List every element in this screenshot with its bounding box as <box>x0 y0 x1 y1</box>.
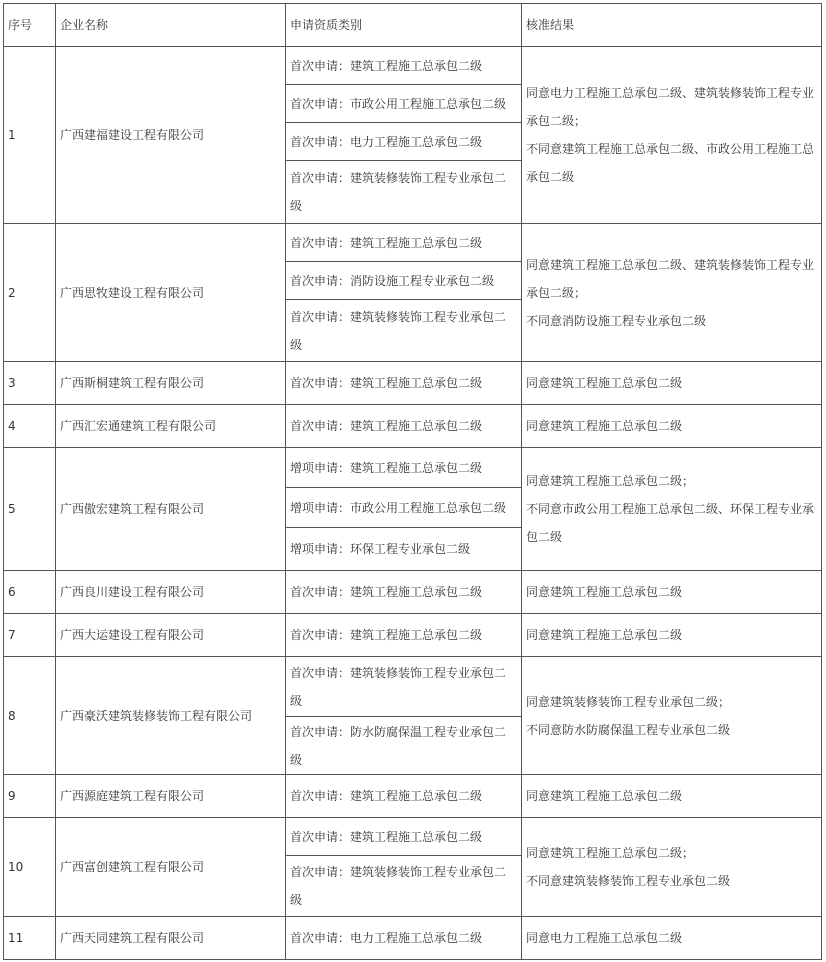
approval-table <box>3 3 822 960</box>
application-item: 首次申请：建筑装修装饰工程专业承包二级 <box>290 865 507 907</box>
cell-no: 11 <box>4 917 56 960</box>
cell-no: 9 <box>4 775 56 818</box>
table-body <box>4 47 822 960</box>
header-row <box>4 4 822 47</box>
result-line: 不同意防水防腐保温工程专业承包二级 <box>526 722 731 737</box>
result-line: 同意建筑工程施工总承包二级 <box>526 789 683 803</box>
application-item: 首次申请：市政公用工程施工总承包二级 <box>286 85 521 123</box>
cell-no: 3 <box>4 362 56 405</box>
table-row <box>4 571 822 614</box>
cell-no: 7 <box>4 614 56 657</box>
approval-table-container <box>3 3 821 960</box>
cell-company: 广西大运建设工程有限公司 <box>56 614 286 657</box>
result-line: 不同意建筑工程施工总承包二级、市政公用工程施工总承包二级 <box>526 142 815 184</box>
cell-application: 首次申请：电力工程施工总承包二级 <box>286 917 522 960</box>
result-line: 同意建筑工程施工总承包二级、建筑装修装饰工程专业承包二级； <box>526 257 815 300</box>
cell-application <box>286 47 522 224</box>
cell-no: 2 <box>4 224 56 362</box>
application-item: 首次申请：建筑装修装饰工程专业承包二级 <box>286 657 521 717</box>
result-line: 不同意建筑装修装饰工程专业承包二级 <box>526 874 731 888</box>
result-line: 同意建筑装修装饰工程专业承包二级； <box>526 694 731 709</box>
table-row <box>4 405 822 448</box>
header-no: 序号 <box>4 4 56 47</box>
result-line: 同意建筑工程施工总承包二级 <box>526 419 683 433</box>
cell-company: 广西汇宏通建筑工程有限公司 <box>56 405 286 448</box>
cell-result <box>522 818 822 917</box>
cell-result <box>522 657 822 775</box>
cell-no: 1 <box>4 47 56 224</box>
table-row <box>4 614 822 657</box>
cell-result <box>522 362 822 405</box>
cell-application: 首次申请：建筑工程施工总承包二级 <box>286 362 522 405</box>
result-line: 同意建筑工程施工总承包二级； <box>526 846 695 860</box>
cell-company: 广西傲宏建筑工程有限公司 <box>56 448 286 571</box>
application-item: 首次申请：防水防腐保温工程专业承包二级 <box>290 724 507 767</box>
cell-result <box>522 917 822 960</box>
header-application: 申请资质类别 <box>286 4 522 47</box>
application-item: 首次申请：电力工程施工总承包二级 <box>286 123 521 161</box>
cell-company: 广西思牧建设工程有限公司 <box>56 224 286 362</box>
application-item: 首次申请：建筑装修装饰工程专业承包二级 <box>290 171 507 213</box>
cell-company: 广西良川建设工程有限公司 <box>56 571 286 614</box>
header-result: 核准结果 <box>522 4 822 47</box>
cell-company: 广西豪沃建筑装修装饰工程有限公司 <box>56 657 286 775</box>
table-row <box>4 657 822 775</box>
cell-company: 广西天同建筑工程有限公司 <box>56 917 286 960</box>
cell-application: 首次申请：建筑工程施工总承包二级 <box>286 775 522 818</box>
result-line: 同意电力工程施工总承包二级、建筑装修装饰工程专业承包二级； <box>526 86 815 128</box>
application-item: 首次申请：建筑工程施工总承包二级 <box>286 224 521 262</box>
application-item: 增项申请：建筑工程施工总承包二级 <box>286 448 521 488</box>
result-line: 同意建筑工程施工总承包二级 <box>526 376 683 390</box>
result-line: 同意建筑工程施工总承包二级 <box>526 585 683 599</box>
cell-no: 6 <box>4 571 56 614</box>
table-row <box>4 47 822 224</box>
cell-company: 广西建福建设工程有限公司 <box>56 47 286 224</box>
cell-no: 8 <box>4 657 56 775</box>
result-line: 同意电力工程施工总承包二级 <box>526 931 683 945</box>
cell-company: 广西富创建筑工程有限公司 <box>56 818 286 917</box>
result-line: 不同意消防设施工程专业承包二级 <box>526 313 707 328</box>
cell-result <box>522 571 822 614</box>
table-row <box>4 775 822 818</box>
cell-result <box>522 448 822 571</box>
table-row <box>4 448 822 571</box>
cell-application <box>286 818 522 917</box>
cell-company: 广西斯桐建筑工程有限公司 <box>56 362 286 405</box>
cell-application: 首次申请：建筑工程施工总承包二级 <box>286 571 522 614</box>
cell-application <box>286 657 522 775</box>
header-company: 企业名称 <box>56 4 286 47</box>
result-line: 不同意市政公用工程施工总承包二级、环保工程专业承包二级 <box>526 502 815 544</box>
application-item: 首次申请：建筑装修装饰工程专业承包二级 <box>290 309 507 352</box>
cell-no: 5 <box>4 448 56 571</box>
application-item: 首次申请：建筑工程施工总承包二级 <box>286 818 521 856</box>
cell-result <box>522 224 822 362</box>
table-row <box>4 224 822 362</box>
cell-no: 10 <box>4 818 56 917</box>
result-line: 同意建筑工程施工总承包二级 <box>526 628 683 642</box>
application-item: 首次申请：建筑工程施工总承包二级 <box>286 47 521 85</box>
cell-result <box>522 405 822 448</box>
result-line: 同意建筑工程施工总承包二级； <box>526 474 695 488</box>
application-item: 增项申请：市政公用工程施工总承包二级 <box>286 488 521 528</box>
table-row <box>4 818 822 917</box>
application-item: 增项申请：环保工程专业承包二级 <box>290 542 471 556</box>
table-row <box>4 917 822 960</box>
table-row <box>4 362 822 405</box>
application-item: 首次申请：消防设施工程专业承包二级 <box>286 262 521 300</box>
cell-result <box>522 614 822 657</box>
cell-result <box>522 47 822 224</box>
cell-result <box>522 775 822 818</box>
cell-no: 4 <box>4 405 56 448</box>
cell-application: 首次申请：建筑工程施工总承包二级 <box>286 405 522 448</box>
cell-company: 广西源庭建筑工程有限公司 <box>56 775 286 818</box>
cell-application: 首次申请：建筑工程施工总承包二级 <box>286 614 522 657</box>
cell-application <box>286 448 522 571</box>
cell-application <box>286 224 522 362</box>
